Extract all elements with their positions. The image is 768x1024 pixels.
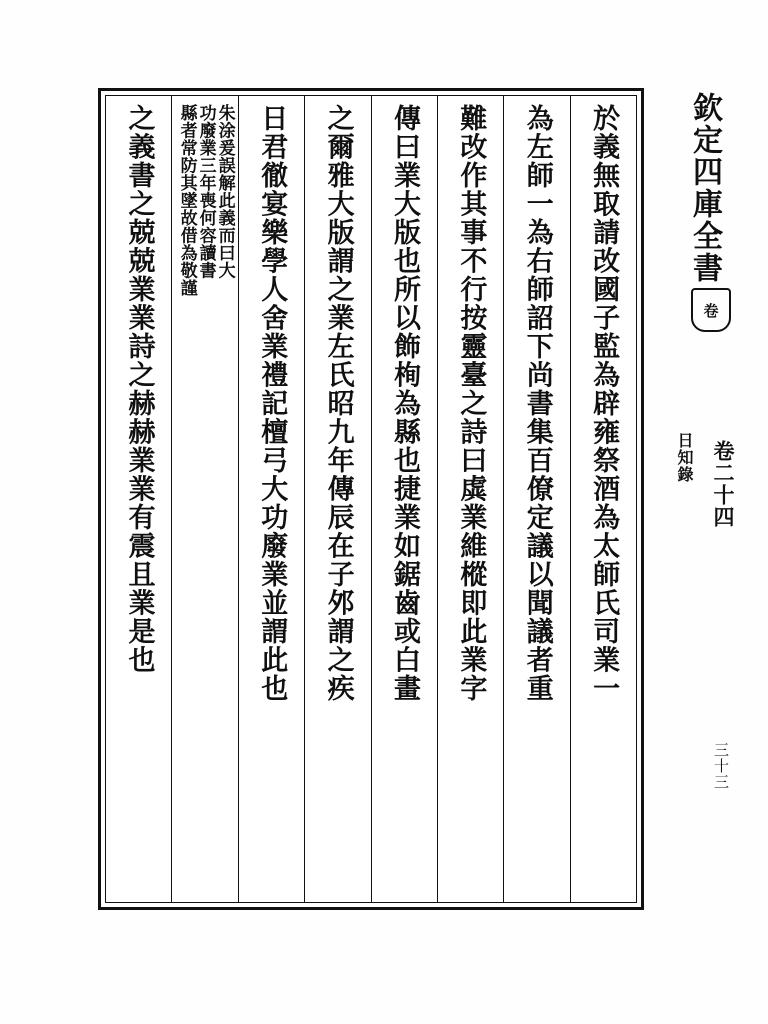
text-column (570, 96, 636, 902)
annotation-column (171, 96, 237, 902)
chapter-label: 日知錄 (675, 432, 694, 483)
text-column (503, 96, 569, 902)
banner-title: 欽定四庫全書 (687, 92, 722, 284)
column-text: 日君徹宴樂學人舍業禮記檀弓大功廢業並謂此也 (256, 104, 288, 703)
text-column (371, 96, 437, 902)
annotation-line: 縣者常防其墜故借為敬謹 (176, 104, 197, 297)
column-text: 傳曰業大版也所以飾栒為縣也捷業如鋸齒或白畫 (388, 104, 420, 703)
text-column (437, 96, 503, 902)
text-column (106, 96, 171, 902)
text-columns (105, 95, 637, 903)
text-column (238, 96, 304, 902)
folio-number: 三十三 (712, 742, 730, 790)
column-text: 於義無取請改國子監為辟雍祭酒為太師氏司業一 (588, 104, 620, 703)
annotation-line: 朱涂爰誤解此義而曰大 (214, 104, 235, 279)
volume-label: 卷二十四 (711, 440, 736, 528)
seal-stamp (691, 288, 731, 332)
seal-text: 卷 (691, 288, 731, 332)
column-text: 之爾雅大版謂之業左氏昭九年傳辰在子邜謂之疾 (322, 104, 354, 703)
column-text: 為左師一為右師詔下尚書集百僚定議以聞議者重 (521, 104, 553, 703)
column-text: 難改作其事不行按靈臺之詩曰虡業維樅即此業字 (455, 104, 487, 703)
column-text: 之義書之兢兢業業詩之赫赫業業有震且業是也 (123, 104, 155, 674)
annotation-lines (178, 104, 233, 896)
text-frame (98, 88, 644, 910)
banner-header (682, 92, 740, 332)
text-column (304, 96, 370, 902)
annotation-line: 功廢業三年喪何容讀書 (195, 104, 216, 279)
